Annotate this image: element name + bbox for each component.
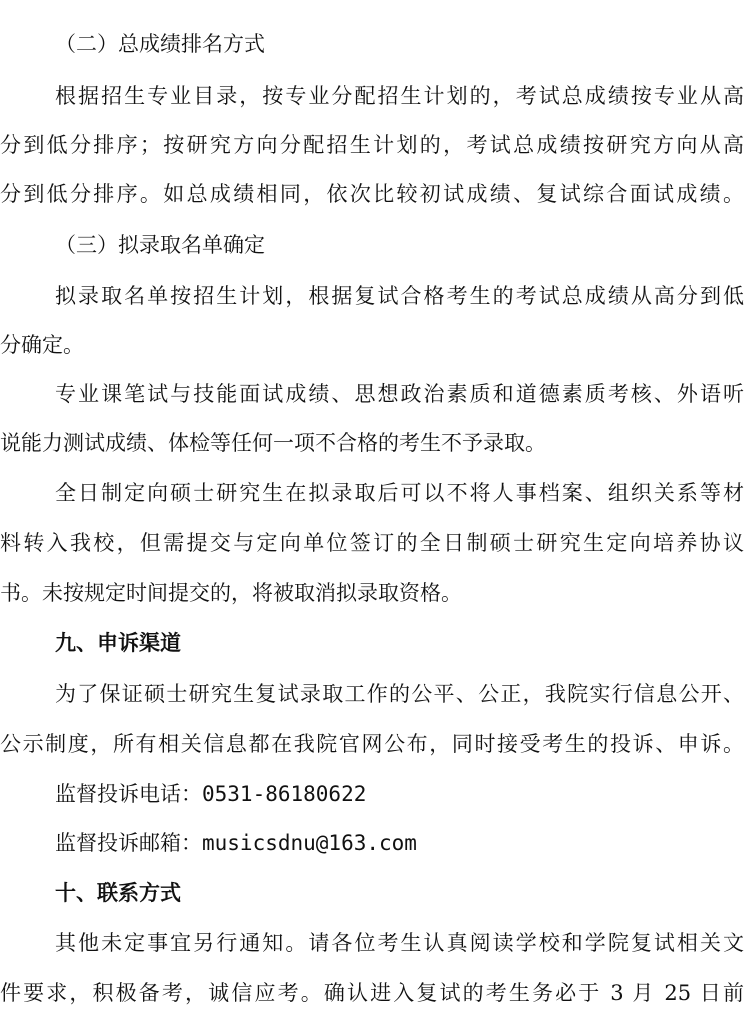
phone-number: 0531-86180622 (202, 782, 367, 806)
disqualify-line-1: 专业课笔试与技能面试成绩、思想政治素质和道德素质考核、外语听 (55, 382, 744, 406)
disqualify-line-2: 说能力测试成绩、体检等任何一项不合格的考生不予录取。 (0, 431, 546, 455)
phone-label: 监督投诉电话： (55, 782, 202, 806)
section-2-line-2: 分到低分排序；按研究方向分配招生计划的，考试总成绩按研究方向从高 (0, 133, 744, 157)
section-10-line-1: 其他未定事宜另行通知。请各位考生认真阅读学校和学院复试相关文 (55, 931, 744, 955)
email-label: 监督投诉邮箱： (55, 831, 202, 855)
section-10-heading: 十、联系方式 (55, 880, 181, 905)
directed-line-1: 全日制定向硕士研究生在拟录取后可以不将人事档案、组织关系等材 (55, 481, 744, 505)
directed-line-2: 料转入我校，但需提交与定向单位签订的全日制硕士研究生定向培养协议 (0, 531, 744, 555)
section-2-line-3: 分到低分排序。如总成绩相同，依次比较初试成绩、复试综合面试成绩。 (0, 182, 744, 206)
section-3-line-2: 分确定。 (0, 333, 84, 357)
email-line (55, 830, 744, 856)
section-9-heading: 九、申诉渠道 (55, 630, 181, 655)
section-3-line-1: 拟录取名单按招生计划，根据复试合格考生的考试总成绩从高分到低 (55, 284, 744, 308)
section-10-line-2: 件要求，积极备考，诚信应考。确认进入复试的考生务必于 3 月 25 日前 (0, 981, 744, 1005)
phone-line (55, 781, 744, 807)
section-9-line-2: 公示制度，所有相关信息都在我院官网公布，同时接受考生的投诉、申诉。 (0, 732, 744, 756)
section-3-heading: （三）拟录取名单确定 (55, 233, 265, 257)
section-2-line-1: 根据招生专业目录，按专业分配招生计划的，考试总成绩按专业从高 (55, 84, 744, 108)
section-9-line-1: 为了保证硕士研究生复试录取工作的公平、公正，我院实行信息公开、 (55, 682, 744, 706)
email-address: musicsdnu@163.com (202, 831, 417, 855)
directed-line-3: 书。未按规定时间提交的，将被取消拟录取资格。 (0, 581, 462, 605)
section-2-heading: （二）总成绩排名方式 (55, 32, 265, 56)
